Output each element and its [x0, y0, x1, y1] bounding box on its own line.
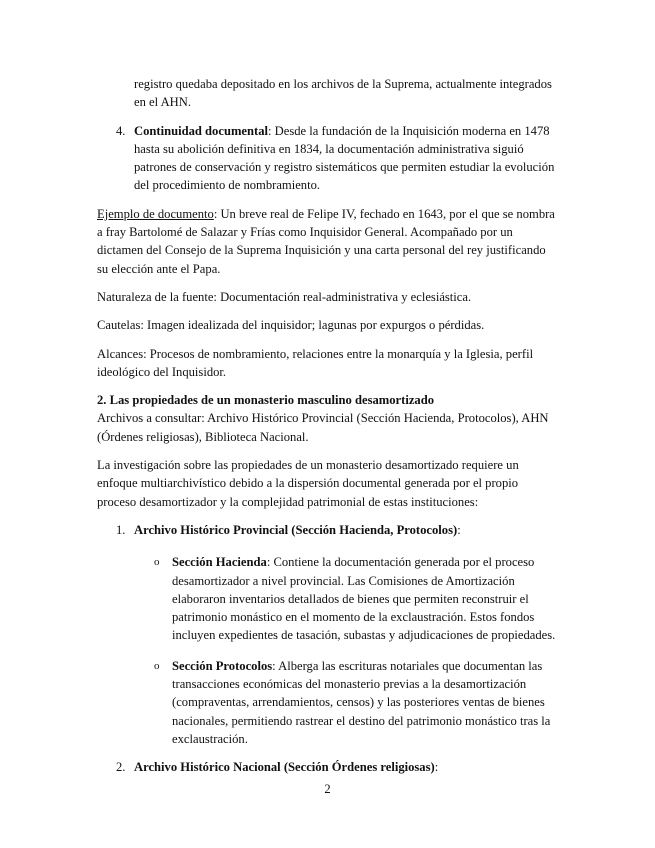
- list-number: 2.: [116, 760, 126, 775]
- section-intro: La investigación sobre las propiedades de un monasterio desamortizado requiere un enfoque multiarchivístico debido a la dispersión documental generada por el propio proceso desamortizador y la complejidad patrimonial de estas instituciones:: [97, 458, 519, 509]
- list-item-1: 1. Archivo Histórico Provincial (Sección Hacienda, Protocolos):: [97, 521, 559, 539]
- document-page: [97, 75, 559, 777]
- sub-item-protocolos: [97, 657, 559, 748]
- list-item-2: 2. Archivo Histórico Nacional (Sección Órdenes religiosas):: [97, 758, 559, 776]
- sub-item-title: Sección Hacienda: [172, 555, 267, 570]
- page-number: 2: [324, 782, 331, 796]
- bullet-icon: o: [154, 556, 160, 569]
- naturaleza-paragraph: Naturaleza de la fuente: Documentación real-administrativa y eclesiástica.: [97, 289, 472, 304]
- list-number: 1.: [116, 522, 126, 537]
- list-item-4: [97, 122, 559, 195]
- example-text: : Un breve real de Felipe IV, fechado en 1643, por el que se nombra a fray Bartolomé de Salazar y Frías como Inquisidor General. Acompañado por un dictamen del Consejo de la Suprema Inquisición y una carta personal del rey justificando su elección ante el Papa.: [97, 206, 555, 276]
- bullet-icon: o: [154, 659, 160, 672]
- intro-continuation: registro quedaba depositado en los archivos de la Suprema, actualmente integrados en el AHN.: [134, 77, 552, 110]
- item-title: Archivo Histórico Provincial (Sección Hacienda, Protocolos): [134, 522, 458, 537]
- section-heading: 2. Las propiedades de un monasterio masculino desamortizado: [97, 393, 435, 408]
- item-title: Archivo Histórico Nacional (Sección Órdenes religiosas): [134, 760, 435, 775]
- cautelas-paragraph: Cautelas: Imagen idealizada del inquisidor; lagunas por expurgos o pérdidas.: [97, 318, 485, 333]
- sub-item-text: : Contiene la documentación generada por el proceso desamortizador a nivel provincial. Las Comisiones de Amortización elaboraron inventarios detallados de bienes que permiten reconstruir el patrimonio monástico en el momento de la exclaustración. Estos fondos incluyen expedientes de tasación, subastas y adjudicaciones de propiedades.: [172, 555, 556, 643]
- sub-item-text: : Alberga las escrituras notariales que documentan las transacciones económicas del monasterio previas a la desamortización (compraventas, arrendamientos, censos) y las posteriores ventas de bienes nacionales, permitiendo rastrear el destino del patrimonio monástico tras la exclaustración.: [172, 658, 551, 746]
- archives-paragraph: Archivos a consultar: Archivo Histórico Provincial (Sección Hacienda, Protocolos), AHN (Órdenes religiosas), Biblioteca Nacional.: [97, 411, 549, 444]
- sub-item-hacienda: [97, 553, 559, 644]
- list-number: 4.: [116, 123, 126, 138]
- alcances-paragraph: Alcances: Procesos de nombramiento, relaciones entre la monarquía y la Iglesia, perfil ideológico del Inquisidor.: [97, 346, 534, 379]
- item-text: : Desde la fundación de la Inquisición moderna en 1478 hasta su abolición definitiva en 1834, la documentación administrativa siguió patrones de conservación y registro sistemáticos que permiten estudiar la evolución del procedimiento de nombramiento.: [134, 123, 555, 193]
- item-title: Continuidad documental: [134, 123, 269, 138]
- example-label: Ejemplo de documento: [97, 206, 214, 221]
- example-paragraph: [97, 205, 559, 278]
- sub-item-title: Sección Protocolos: [172, 658, 273, 673]
